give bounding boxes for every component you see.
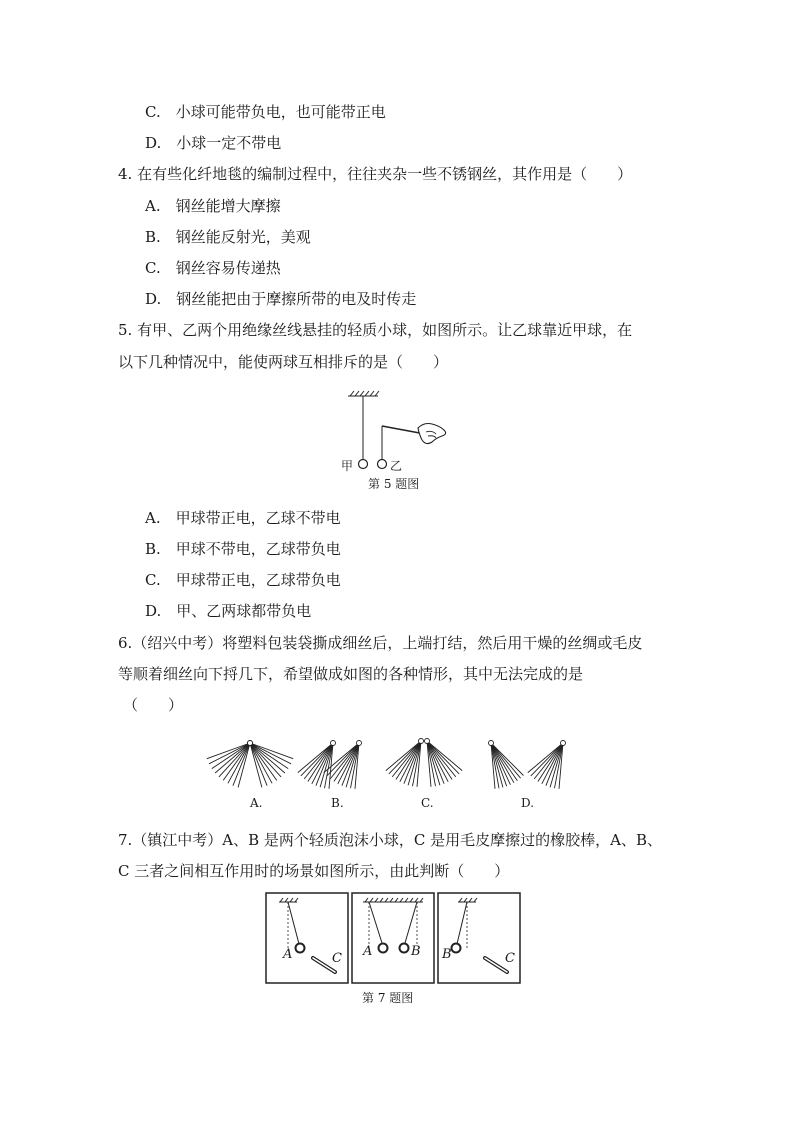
q7-panel-1 xyxy=(266,893,348,983)
q7-p1-label-c: C xyxy=(332,951,342,966)
q6-bundle-d2 xyxy=(528,741,566,789)
hand-icon xyxy=(418,424,446,444)
q7-p3-label-c: C xyxy=(505,951,515,966)
q6-stem-line1: 6.（绍兴中考）将塑料包装袋撕成细丝后，上端打结，然后用干燥的丝绸或毛皮 xyxy=(118,634,643,652)
q5-option-a: A. 甲球带正电，乙球不带电 xyxy=(145,509,341,527)
q6-bundle-b xyxy=(298,741,336,789)
ball-yi xyxy=(378,460,387,469)
q6-bundle-a2 xyxy=(248,741,294,788)
q6-bundle-d xyxy=(489,741,524,789)
q7-panel-2 xyxy=(352,893,434,983)
q5-stem-line1: 5. 有甲、乙两个用绝缘丝线悬挂的轻质小球，如图所示。让乙球靠近甲球，在 xyxy=(118,321,633,339)
q7-p2-label-a: A xyxy=(363,944,373,959)
q7-p3-label-b: B xyxy=(442,947,452,962)
q6-label-a: A. xyxy=(250,796,263,810)
q6-bundle-c2 xyxy=(425,739,463,787)
q5-label-yi: 乙 xyxy=(390,459,403,473)
q6-stem-line3: （ ） xyxy=(123,696,184,714)
q7-figure xyxy=(265,892,533,986)
q4-stem: 4. 在有些化纤地毯的编制过程中，往往夹杂一些不锈钢丝，其作用是（ ） xyxy=(118,165,633,183)
q7-stem-line1: 7.（镇江中考）A、B 是两个轻质泡沫小球，C 是用毛皮摩擦过的橡胶棒，A、B、 xyxy=(118,831,663,849)
q7-p2-label-b: B xyxy=(411,944,421,959)
q6-bundle-a xyxy=(207,741,253,788)
q4-option-b: B. 钢丝能反射光，美观 xyxy=(145,228,311,246)
q7-figure-caption: 第 7 题图 xyxy=(362,991,414,1005)
ceiling-hatch xyxy=(348,391,379,396)
q6-bundle-c xyxy=(386,739,424,787)
q7-stem-line2: C 三者之间相互作用时的场景如图所示，由此判断（ ） xyxy=(118,862,510,880)
q5-label-jia: 甲 xyxy=(341,459,354,473)
q6-figure xyxy=(225,735,595,795)
q7-panel-3 xyxy=(438,893,520,983)
q5-option-c: C. 甲球带正电，乙球带负电 xyxy=(145,571,341,589)
q4-option-c: C. 钢丝容易传递热 xyxy=(145,259,281,277)
q4-option-d: D. 钢丝能把由于摩擦所带的电及时传走 xyxy=(145,290,417,308)
q6-label-b: B. xyxy=(331,796,344,810)
ball-jia xyxy=(359,460,368,469)
q5-option-b: B. 甲球不带电，乙球带负电 xyxy=(145,540,341,558)
q3-option-c: C. 小球可能带负电，也可能带正电 xyxy=(145,103,386,121)
q6-label-c: C. xyxy=(421,796,434,810)
q5-figure-caption: 第 5 题图 xyxy=(368,477,420,491)
q4-option-a: A. 钢丝能增大摩擦 xyxy=(145,197,281,215)
q3-option-d: D. 小球一定不带电 xyxy=(145,134,282,152)
q7-p1-label-a: A xyxy=(283,947,293,962)
q6-label-d: D. xyxy=(521,796,535,810)
q6-stem-line2: 等顺着细丝向下捋几下，希望做成如图的各种情形，其中无法完成的是 xyxy=(118,665,584,683)
q5-stem-line2: 以下几种情况中，能使两球互相排斥的是（ ） xyxy=(118,353,449,371)
q5-option-d: D. 甲、乙两球都带负电 xyxy=(145,602,312,620)
